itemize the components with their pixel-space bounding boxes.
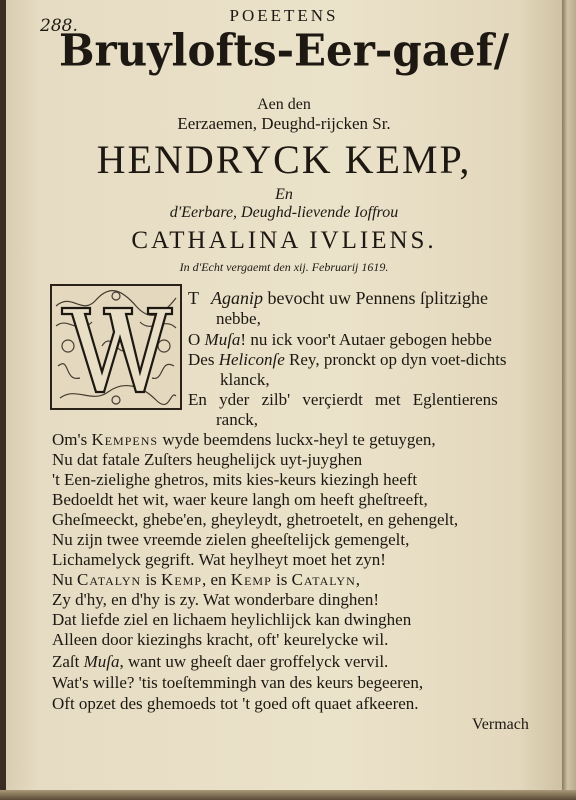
groom-name: HENDRYCK KEMP, <box>96 137 472 182</box>
running-head: POEETENS <box>229 6 339 25</box>
verse-line: Dat liefde ziel en lichaem heylichlijck kan dwinghen <box>52 610 412 629</box>
catchword: Vermach <box>472 716 529 733</box>
bride-name: CATHALINA IVLIENS. <box>131 227 437 254</box>
verse-line: Des Heliconſe Rey, pronckt op dyn voet-dichts <box>188 350 507 369</box>
verse-line: Gheſmeeckt, ghebe'en, gheyleydt, ghetroetelt, en gehengelt, <box>52 510 459 529</box>
verse-line: Wat's wille? 'tis toeſtemmingh van des keurs begeeren, <box>52 673 424 692</box>
wedding-date: In d'Echt vergaemt den xij. Februarij 1619. <box>179 260 389 274</box>
book-bottom-edge <box>0 790 576 800</box>
verse-line: O Muſa! nu ick voor't Autaer gebogen hebbe <box>188 330 492 349</box>
verse-line: Oft opzet des ghemoeds tot 't goed oft quaet afkeeren. <box>52 694 419 713</box>
verse-line: 't Een-zielighe ghetros, mits kies-keurs kiezingh heeft <box>52 470 418 489</box>
verse-line: Lichamelyck gegrift. Wat heylheyt moet het zyn! <box>52 550 386 569</box>
verse-line: T Aganip bevocht uw Pennens ſplitzighe <box>188 288 488 308</box>
book-page <box>6 0 562 798</box>
book-page-edge <box>562 0 576 800</box>
verse-line: Nu dat fatale Zuſters heughelijck uyt-juyghen <box>52 450 363 469</box>
verse-line: Nu zijn twee vreemde zielen gheeſtelijck gemengelt, <box>52 530 410 549</box>
verse-line: ranck, <box>216 410 259 429</box>
dedication-epithet-groom: Eerzaemen, Deughd-rijcken Sr. <box>177 114 391 133</box>
verse-line: Alleen door kiezinghs kracht, oft' keurelycke wil. <box>52 630 389 649</box>
dedication-epithet-bride: d'Eerbare, Deughd-lievende Ioffrou <box>169 204 399 221</box>
poem-title: Bruylofts-Eer-gaef/ <box>58 24 510 77</box>
verse-line: Zy d'hy, en d'hy is zy. Wat wonderbare dinghen! <box>52 590 380 609</box>
verse-line: Zaſt Muſa, want uw gheeſt daer groffelyck vervil. <box>52 652 389 671</box>
dedication-en: En <box>275 186 293 203</box>
verse-line: En yder zilb' verçierdt met Eglentierens <box>188 390 498 409</box>
verse-line: nebbe, <box>216 309 261 328</box>
verse-line: klanck, <box>220 370 270 389</box>
verse-line: Bedoeldt het wit, waer keure langh om heeft gheſtreeft, <box>52 490 428 509</box>
poem-verse <box>6 0 562 798</box>
dedication-aen-den: Aen den <box>257 96 311 113</box>
verse-line: Om's Kempens wyde beemdens luckx-heyl te getuygen, <box>52 430 436 449</box>
verse-line: Nu Catalyn is Kemp, en Kemp is Catalyn, <box>52 570 361 589</box>
page-number: 288. <box>40 16 78 36</box>
